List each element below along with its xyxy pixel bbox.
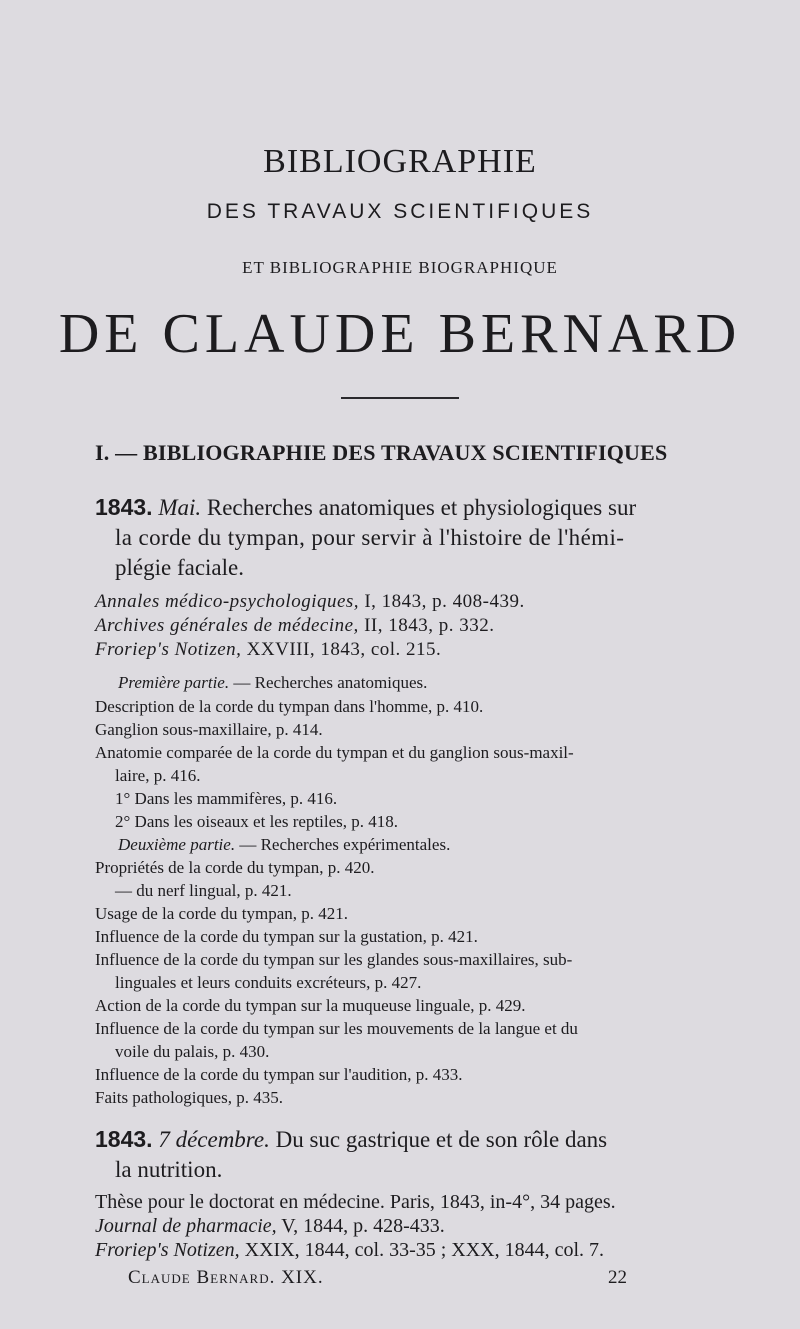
header-subtitle: DES TRAVAUX SCIENTIFIQUES [206,200,594,223]
journal-name: Froriep's Notizen, [95,1239,240,1261]
journal-name: Froriep's Notizen, [95,639,242,660]
journal-ref: XXVIII, 1843, col. 215. [246,639,442,660]
entry-2-date: 7 décembre. [158,1127,270,1152]
toc-line: laire, p. 416. [115,766,201,785]
entry-2-ref-2 [95,1240,604,1260]
divider-rule [341,397,459,399]
journal-ref: V, 1844, p. 428-433. [281,1215,445,1237]
section-title: I. — BIBLIOGRAPHIE DES TRAVAUX SCIENTIFIQUES [95,440,668,465]
header-name: DE CLAUDE BERNARD [58,303,742,365]
part-label: Deuxième partie. [118,835,236,854]
toc-line: Anatomie comparée de la corde du tympan et du ganglion sous-maxil- [95,743,574,762]
header-title: BIBLIOGRAPHIE [263,143,537,180]
toc-line: — du nerf lingual, p. 421. [115,881,292,900]
entry-2-title-2: la nutrition. [115,1157,223,1182]
footer-signature: Claude Bernard. XIX. [128,1267,324,1288]
page-number: 22 [608,1267,627,1288]
toc-line: voile du palais, p. 430. [115,1042,270,1061]
entry-1-ref-1 [95,592,525,611]
part-heading: — Recherches expérimentales. [239,835,451,854]
entry-1-month: Mai. [158,495,202,520]
toc-line: Action de la corde du tympan sur la muqueuse linguale, p. 429. [95,996,526,1015]
journal-name: Journal de pharmacie, [95,1215,277,1237]
toc-line: Influence de la corde du tympan sur l'audition, p. 433. [95,1065,463,1084]
journal-name: Archives générales de médecine, [95,615,359,636]
entry-1-heading [95,496,636,519]
entry-1-part-2 [118,836,450,853]
toc-line: Description de la corde du tympan dans l'homme, p. 410. [95,697,484,716]
entry-1-ref-3 [95,640,441,659]
toc-line: linguales et leurs conduits excréteurs, p. 427. [115,973,422,992]
toc-line: Influence de la corde du tympan sur les glandes sous-maxillaires, sub- [95,950,573,969]
part-heading: — Recherches anatomiques. [233,673,428,692]
toc-line: Influence de la corde du tympan sur la gustation, p. 421. [95,927,478,946]
entry-1-title-3: plégie faciale. [115,555,244,580]
journal-ref: XXIX, 1844, col. 33-35 ; XXX, 1844, col. 7. [244,1239,605,1261]
entry-2-thesis: Thèse pour le doctorat en médecine. Paris, 1843, in-4°, 34 pages. [95,1191,616,1213]
toc-line: Propriétés de la corde du tympan, p. 420. [95,858,375,877]
entry-1-title: Recherches anatomiques et physiologiques sur [206,495,637,520]
toc-line: Ganglion sous-maxillaire, p. 414. [95,720,323,739]
toc-line: 1° Dans les mammifères, p. 416. [115,789,338,808]
toc-line: Usage de la corde du tympan, p. 421. [95,904,349,923]
journal-ref: II, 1843, p. 332. [364,615,495,636]
entry-1-year: 1843. [95,494,153,520]
header-subtitle-2: ET BIBLIOGRAPHIE BIOGRAPHIQUE [242,258,558,277]
entry-2-title: Du suc gastrique et de son rôle dans [275,1127,608,1152]
entry-2-year: 1843. [95,1126,153,1152]
journal-name: Annales médico-psychologiques, [95,591,360,612]
entry-2-ref-1 [95,1216,445,1236]
entry-1-part-1 [118,674,427,691]
toc-line: Influence de la corde du tympan sur les mouvements de la langue et du [95,1019,578,1038]
entry-1-ref-2 [95,616,494,635]
entry-2-heading [95,1128,607,1151]
part-label: Première partie. [118,673,230,692]
toc-line: 2° Dans les oiseaux et les reptiles, p. 418. [115,812,398,831]
entry-1-title-2: la corde du tympan, pour servir à l'histoire de l'hémi- [115,525,625,550]
journal-ref: I, 1843, p. 408-439. [364,591,525,612]
toc-line: Faits pathologiques, p. 435. [95,1088,283,1107]
